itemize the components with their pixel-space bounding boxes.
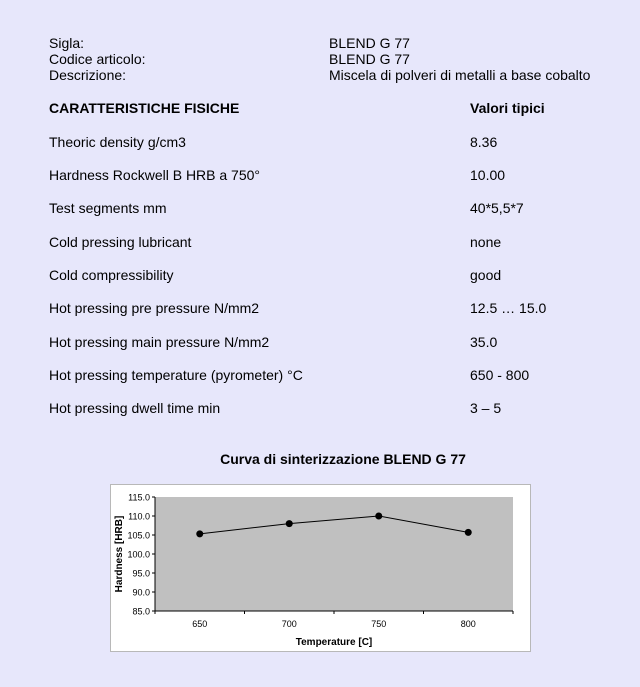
y-tick-label: 115.0: [128, 492, 150, 503]
data-point: [286, 520, 293, 527]
y-tick-label: 105.0: [127, 530, 150, 541]
property-row: Hot pressing main pressure N/mm2: [49, 334, 270, 350]
x-axis-label: Temperature [C]: [295, 637, 373, 648]
property-row: Hot pressing dwell time min: [49, 400, 221, 416]
x-tick-label: 800: [460, 619, 476, 629]
property-value: none: [470, 234, 502, 250]
x-tick-label: 700: [281, 619, 297, 629]
table-header-property: CARATTERISTICHE FISICHE: [49, 100, 240, 116]
y-tick-label: 110.0: [128, 511, 150, 522]
y-tick-label: 95.0: [132, 568, 150, 579]
chart-title: Curva di sinterizzazione BLEND G 77: [220, 451, 466, 467]
property-value: 650 - 800: [470, 367, 530, 383]
property-row: Cold compressibility: [49, 267, 174, 283]
property-row: Cold pressing lubricant: [49, 234, 192, 250]
property-value: 40*5,5*7: [470, 200, 524, 216]
value-sigla: BLEND G 77: [329, 35, 410, 51]
y-tick-label: 90.0: [132, 587, 150, 598]
y-axis-label: Hardness [HRB]: [114, 515, 125, 593]
data-point: [196, 530, 203, 537]
y-tick-label: 85.0: [132, 606, 150, 617]
y-tick-label: 100.0: [127, 549, 150, 560]
label-sigla: Sigla:: [49, 35, 85, 51]
plot-area: [155, 497, 513, 611]
label-descrizione: Descrizione:: [49, 67, 127, 83]
property-row: Test segments mm: [49, 200, 167, 216]
property-value: 35.0: [470, 334, 498, 350]
label-codice-articolo: Codice articolo:: [49, 51, 146, 67]
property-row: Hot pressing temperature (pyrometer) °C: [49, 367, 303, 383]
property-value: 10.00: [470, 167, 506, 183]
table-header-value: Valori tipici: [470, 100, 545, 116]
data-point: [375, 513, 382, 520]
chart-container: [110, 484, 531, 652]
property-value: good: [470, 267, 502, 283]
sintering-chart: [111, 485, 530, 651]
x-tick-label: 750: [371, 619, 387, 629]
property-value: 12.5 … 15.0: [470, 300, 547, 316]
property-row: Hot pressing pre pressure N/mm2: [49, 300, 260, 316]
value-descrizione: Miscela di polveri di metalli a base cobalto: [329, 67, 591, 83]
property-value: 8.36: [470, 134, 498, 150]
value-codice-articolo: BLEND G 77: [329, 51, 410, 67]
x-tick-label: 650: [192, 619, 208, 629]
property-row: Hardness Rockwell B HRB a 750°: [49, 167, 261, 183]
property-value: 3 – 5: [470, 400, 502, 416]
property-row: Theoric density g/cm3: [49, 134, 186, 150]
data-point: [465, 529, 472, 536]
